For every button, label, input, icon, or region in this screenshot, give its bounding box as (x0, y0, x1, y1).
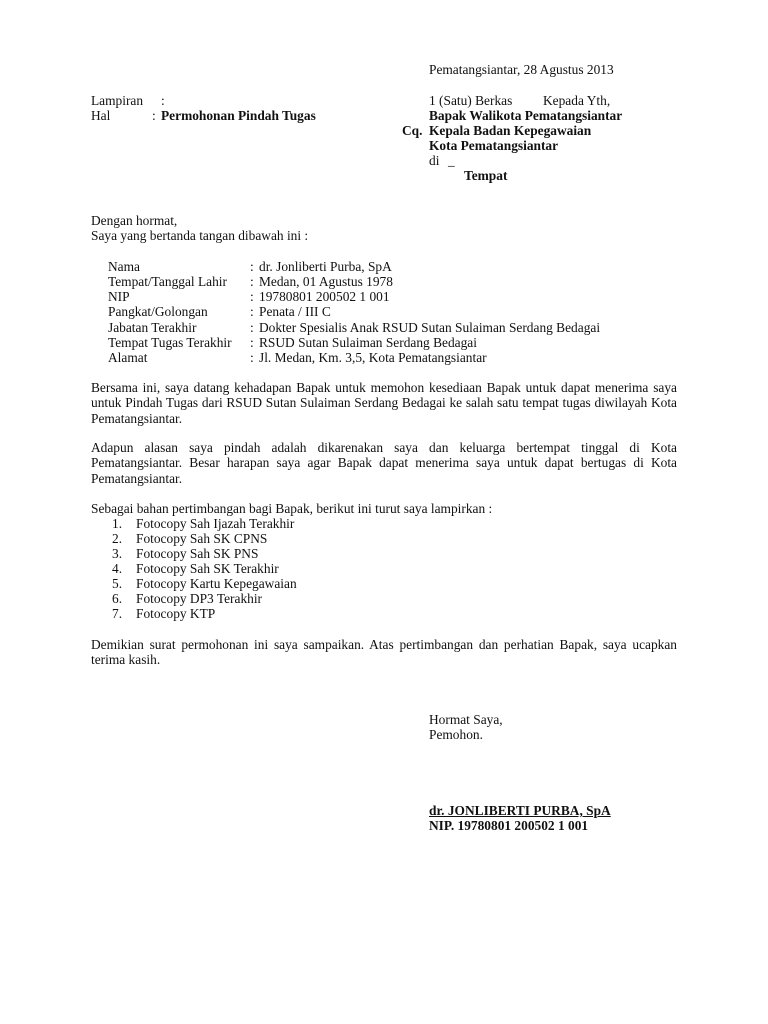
attachment-intro: Sebagai bahan pertimbangan bagi Bapak, berikut ini turut saya lampirkan : (91, 501, 493, 516)
identity-value-nama: dr. Jonliberti Purba, SpA (259, 259, 392, 274)
identity-label-pangkat: Pangkat/Golongan (108, 304, 208, 319)
lampiran-value: 1 (Satu) Berkas (429, 93, 513, 108)
identity-label-tempat-tugas: Tempat Tugas Terakhir (108, 335, 232, 350)
recipient-line1: Bapak Walikota Pematangsiantar (429, 108, 623, 123)
recipient-cq: Cq. (402, 123, 423, 138)
identity-label-alamat: Alamat (108, 350, 148, 365)
intro-line: Saya yang bertanda tangan dibawah ini : (91, 228, 309, 243)
identity-colon: : (250, 320, 254, 335)
identity-colon: : (250, 304, 254, 319)
list-item: Fotocopy Kartu Kepegawaian (136, 576, 297, 591)
list-item: Fotocopy DP3 Terakhir (136, 591, 263, 606)
paragraph-closing-text: Demikian surat permohonan ini saya sampaikan. Atas pertimbangan dan perhatian Bapak, saya ucapkan terima kasih. (91, 637, 677, 668)
identity-value-ttl: Medan, 01 Agustus 1978 (259, 274, 393, 289)
list-item: Fotocopy Sah SK CPNS (136, 531, 268, 546)
list-item: Fotocopy KTP (136, 606, 216, 621)
list-item-number: 7. (112, 606, 123, 621)
recipient-tempat: Tempat (464, 168, 508, 183)
recipient-di: di (429, 153, 440, 168)
list-item-number: 5. (112, 576, 123, 591)
identity-label-ttl: Tempat/Tanggal Lahir (108, 274, 227, 289)
identity-colon: : (250, 350, 254, 365)
list-item-number: 4. (112, 561, 123, 576)
signature-name: dr. JONLIBERTI PURBA, SpA (429, 803, 611, 818)
hal-label: Hal (91, 108, 111, 123)
place-date: Pematangsiantar, 28 Agustus 2013 (429, 62, 614, 77)
recipient-greeting: Kepada Yth, (543, 93, 611, 108)
paragraph-request-text: Bersama ini, saya datang kehadapan Bapak untuk memohon kesediaan Bapak untuk dapat menerima saya untuk Pindah Tugas dari RSUD Sutan Sulaiman Serdang Bedagai ke salah satu tempat tugas diwilayah Kota Pematangsiantar. (91, 380, 677, 426)
identity-value-tempat-tugas: RSUD Sutan Sulaiman Serdang Bedagai (259, 335, 477, 350)
identity-value-jabatan: Dokter Spesialis Anak RSUD Sutan Sulaiman Serdang Bedagai (259, 320, 601, 335)
paragraph-request (91, 380, 677, 426)
identity-colon: : (250, 289, 254, 304)
list-item: Fotocopy Sah SK Terakhir (136, 561, 279, 576)
identity-value-pangkat: Penata / III C (259, 304, 331, 319)
list-item-number: 2. (112, 531, 123, 546)
identity-value-nip: 19780801 200502 1 001 (259, 289, 390, 304)
identity-colon: : (250, 274, 254, 289)
identity-colon: : (250, 335, 254, 350)
paragraph-reason-text: Adapun alasan saya pindah adalah dikarenakan saya dan keluarga bertempat tinggal di Kota Pematangsiantar. Besar harapan saya agar Bapak dapat menerima saya untuk dapat bertugas di Kota Pematangsiantar. (91, 440, 677, 486)
paragraph-closing (91, 637, 677, 668)
signature-nip: NIP. 19780801 200502 1 001 (429, 818, 589, 833)
hal-value: Permohonan Pindah Tugas (161, 108, 316, 123)
list-item-number: 6. (112, 591, 123, 606)
recipient-line3: Kota Pematangsiantar (429, 138, 559, 153)
signature-role: Pemohon. (429, 727, 483, 742)
paragraph-reason (91, 440, 677, 486)
list-item: Fotocopy Sah Ijazah Terakhir (136, 516, 295, 531)
hal-colon: : (152, 108, 156, 123)
signature-regards: Hormat Saya, (429, 712, 503, 727)
identity-value-alamat: Jl. Medan, Km. 3,5, Kota Pematangsiantar (259, 350, 487, 365)
identity-label-jabatan: Jabatan Terakhir (108, 320, 197, 335)
lampiran-label: Lampiran (91, 93, 144, 108)
recipient-di-dash: _ (448, 153, 455, 168)
lampiran-colon: : (161, 93, 165, 108)
list-item-number: 3. (112, 546, 123, 561)
list-item: Fotocopy Sah SK PNS (136, 546, 259, 561)
identity-label-nama: Nama (108, 259, 140, 274)
list-item-number: 1. (112, 516, 123, 531)
salutation: Dengan hormat, (91, 213, 178, 228)
identity-label-nip: NIP (108, 289, 130, 304)
recipient-line2: Kepala Badan Kepegawaian (429, 123, 592, 138)
identity-colon: : (250, 259, 254, 274)
